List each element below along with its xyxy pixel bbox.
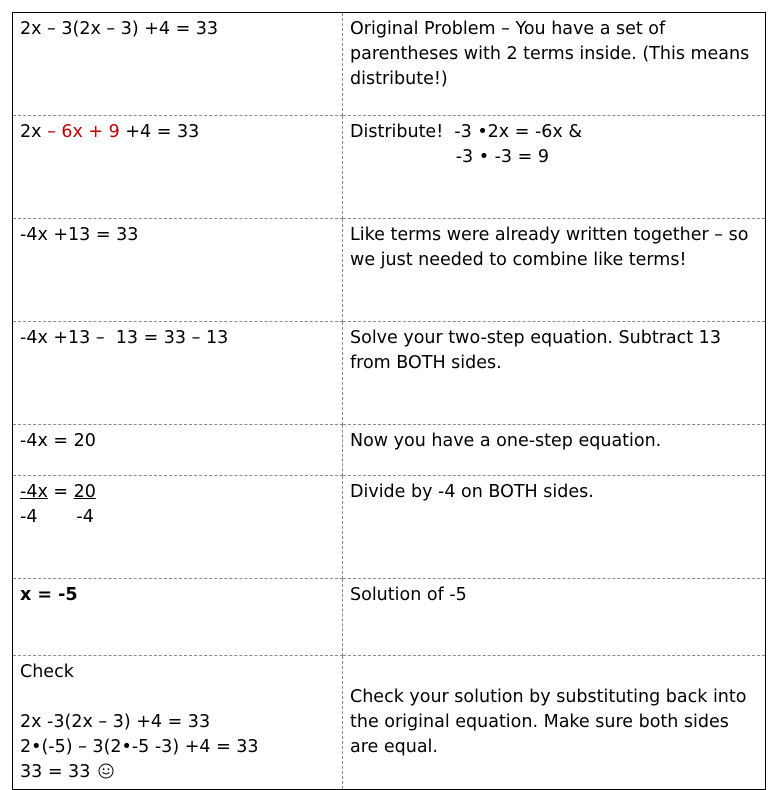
step-row-check bbox=[13, 656, 766, 790]
explanation-cell bbox=[343, 579, 766, 656]
explanation-cell bbox=[343, 656, 766, 790]
step-row-one-step bbox=[13, 425, 766, 476]
check-line: 2x -3(2x – 3) +4 = 33 bbox=[20, 712, 211, 732]
explanation-line: -3 • -3 = 9 bbox=[350, 147, 549, 167]
smiley-face-icon bbox=[98, 763, 114, 779]
work-prefix: 2x bbox=[20, 122, 48, 142]
explanation-text: Check your solution by substituting back into the original equation. Make sure both sides are equal. bbox=[350, 687, 747, 757]
work-text: -4x = 20 bbox=[20, 431, 96, 451]
fraction-numerator-line bbox=[20, 480, 334, 505]
work-text: -4x +13 = 33 bbox=[20, 225, 139, 245]
solution-steps-table bbox=[12, 12, 766, 790]
step-row-distribute bbox=[13, 116, 766, 219]
numerator-left: -4x bbox=[20, 482, 48, 502]
explanation-text: Solve your two-step equation. Subtract 13 from BOTH sides. bbox=[350, 328, 721, 373]
step-row-combine bbox=[13, 219, 766, 322]
check-final-line bbox=[20, 760, 334, 785]
step-row-original bbox=[13, 13, 766, 116]
explanation-text: Divide by -4 on BOTH sides. bbox=[350, 482, 594, 502]
work-suffix: +4 = 33 bbox=[119, 122, 200, 142]
step-row-divide bbox=[13, 476, 766, 579]
work-text: 2x – 3(2x – 3) +4 = 33 bbox=[20, 19, 219, 39]
check-line: 2•(-5) – 3(2•-5 -3) +4 = 33 bbox=[20, 737, 259, 757]
solution-text: x = -5 bbox=[20, 585, 78, 605]
explanation-cell bbox=[343, 219, 766, 322]
distributed-terms: – 6x + 9 bbox=[47, 122, 120, 142]
explanation-cell bbox=[343, 13, 766, 116]
step-row-subtract bbox=[13, 322, 766, 425]
explanation-cell bbox=[343, 425, 766, 476]
work-cell bbox=[13, 116, 343, 219]
explanation-line: Distribute! -3 •2x = -6x & bbox=[350, 122, 582, 142]
explanation-cell bbox=[343, 322, 766, 425]
check-heading: Check bbox=[20, 662, 74, 682]
equals-sign: = bbox=[47, 482, 74, 502]
check-result: 33 = 33 bbox=[20, 762, 91, 782]
explanation-text: Now you have a one-step equation. bbox=[350, 431, 662, 451]
work-line bbox=[20, 120, 334, 145]
work-text: -4x +13 – 13 = 33 – 13 bbox=[20, 328, 229, 348]
numerator-right: 20 bbox=[73, 482, 96, 502]
fraction-denominator-line: -4 -4 bbox=[20, 507, 94, 527]
work-cell bbox=[13, 13, 343, 116]
work-cell bbox=[13, 425, 343, 476]
explanation-text: Like terms were already written together – so we just needed to combine like terms! bbox=[350, 225, 749, 270]
explanation-text: Solution of -5 bbox=[350, 585, 467, 605]
explanation-text: Original Problem – You have a set of parentheses with 2 terms inside. (This means distribute!) bbox=[350, 19, 750, 89]
work-cell bbox=[13, 219, 343, 322]
explanation-cell bbox=[343, 476, 766, 579]
work-cell bbox=[13, 476, 343, 579]
work-cell bbox=[13, 322, 343, 425]
explanation-cell bbox=[343, 116, 766, 219]
work-cell bbox=[13, 656, 343, 790]
work-cell bbox=[13, 579, 343, 656]
step-row-solution bbox=[13, 579, 766, 656]
